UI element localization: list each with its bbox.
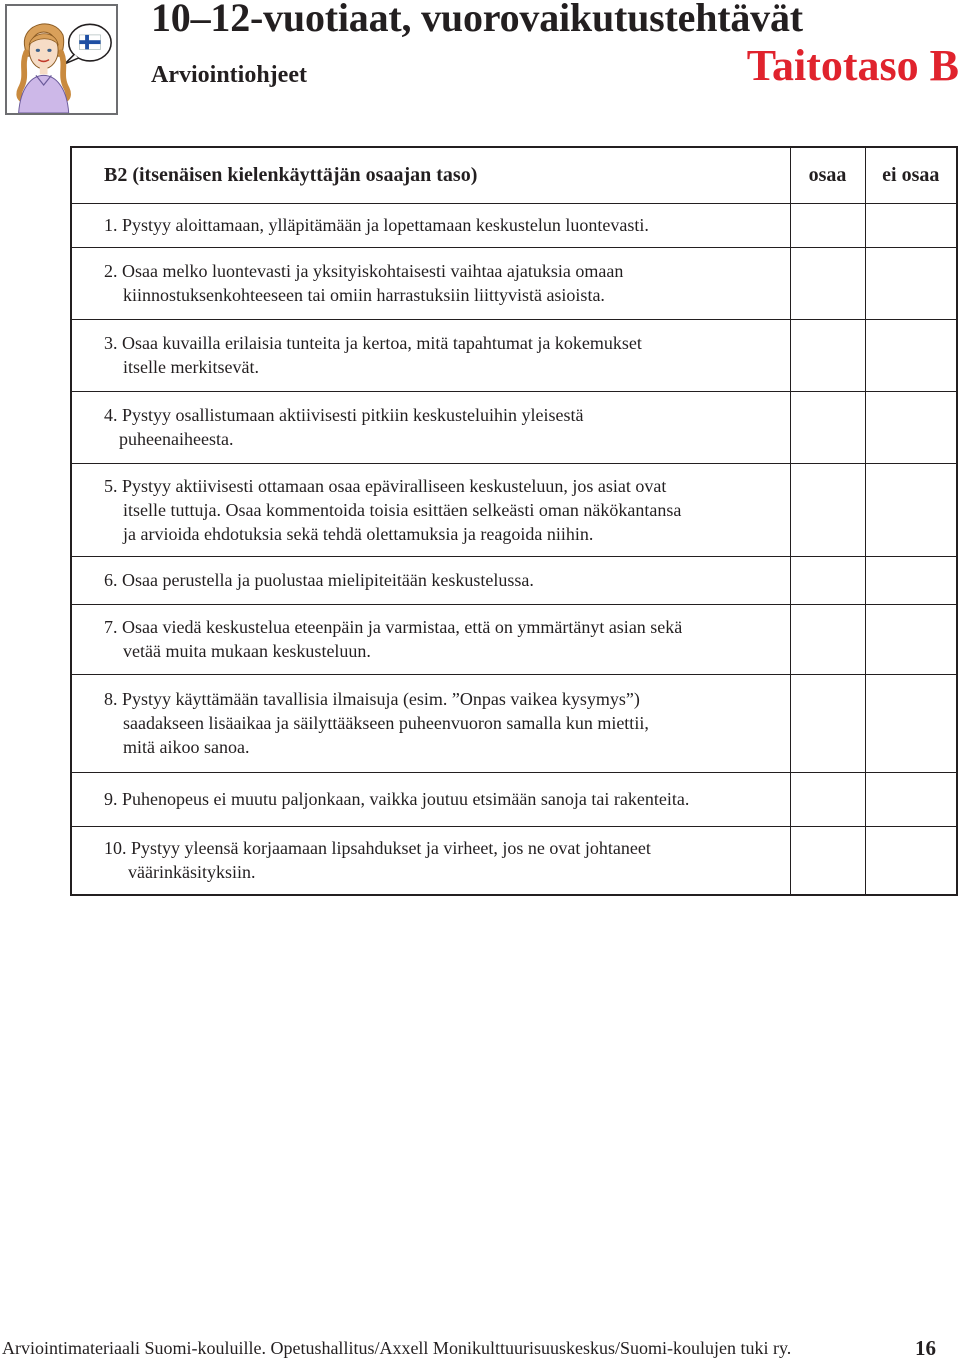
- criterion-line: 8. Pystyy käyttämään tavallisia ilmaisuja (esim. ”Onpas vaikea kysymys”): [104, 689, 640, 709]
- criterion-line: 7. Osaa viedä keskustelua eteenpäin ja varmistaa, että on ymmärtänyt asian sekä: [104, 617, 683, 637]
- page-subtitle: Arviointiohjeet: [151, 62, 307, 88]
- page-title: 10–12-vuotiaat, vuorovaikutustehtävät: [151, 0, 803, 40]
- table-row: [71, 463, 957, 556]
- criterion-text: [71, 463, 790, 556]
- criterion-text: [71, 772, 790, 826]
- skill-level-label: Taitotaso B: [746, 41, 959, 90]
- criterion-line: 4. Pystyy osallistumaan aktiivisesti pitkiin keskusteluihin yleisestä: [104, 405, 584, 425]
- page-number: 16: [915, 1336, 936, 1360]
- criterion-text: [71, 556, 790, 604]
- criterion-line: 9. Puhenopeus ei muutu paljonkaan, vaikka joutuu etsimään sanoja tai rakenteita.: [104, 789, 690, 809]
- table-row: [71, 391, 957, 463]
- can-do-cell[interactable]: [790, 772, 865, 826]
- criterion-line: 10. Pystyy yleensä korjaamaan lipsahdukset ja virheet, jos ne ovat johtaneet: [104, 838, 651, 859]
- cannot-do-cell[interactable]: [865, 203, 957, 247]
- table-row: [71, 556, 957, 604]
- cannot-do-cell[interactable]: [865, 604, 957, 674]
- cannot-do-cell[interactable]: [865, 772, 957, 826]
- cannot-do-cell[interactable]: [865, 463, 957, 556]
- assessment-table: [70, 146, 958, 896]
- can-do-cell[interactable]: [790, 247, 865, 319]
- level-heading: B2 (itsenäisen kielenkäyttäjän osaajan taso): [71, 147, 790, 203]
- can-do-cell[interactable]: [790, 391, 865, 463]
- criterion-line: itselle merkitsevät.: [123, 357, 259, 377]
- criterion-text: [71, 247, 790, 319]
- cannot-do-heading: ei osaa: [865, 147, 957, 203]
- criterion-line: 3. Osaa kuvailla erilaisia tunteita ja kertoa, mitä tapahtumat ja kokemukset: [104, 333, 642, 353]
- table-row: [71, 826, 957, 895]
- criterion-text: [71, 203, 790, 247]
- criterion-line: kiinnostuksenkohteeseen tai omiin harrastuksiin liittyvistä asioista.: [123, 285, 605, 305]
- criterion-text: [71, 319, 790, 391]
- criterion-text: [71, 604, 790, 674]
- table-header-row: [71, 147, 957, 203]
- criterion-line: vetää muita mukaan keskusteluun.: [123, 641, 371, 661]
- table-row: [71, 604, 957, 674]
- table-row: [71, 772, 957, 826]
- criterion-line: 2. Osaa melko luontevasti ja yksityiskohtaisesti vaihtaa ajatuksia omaan: [104, 261, 624, 281]
- cannot-do-cell[interactable]: [865, 391, 957, 463]
- criterion-text: [71, 391, 790, 463]
- criterion-line: mitä aikoo sanoa.: [123, 737, 250, 757]
- table-row: [71, 319, 957, 391]
- criterion-line: puheenaiheesta.: [119, 429, 234, 449]
- criterion-line: väärinkäsityksiin.: [128, 862, 256, 883]
- criterion-line: ja arvioida ehdotuksia sekä tehdä olettamuksia ja reagoida niihin.: [123, 523, 594, 544]
- table-row: [71, 247, 957, 319]
- girl-with-flag-speech-bubble-icon: [5, 4, 118, 115]
- cannot-do-cell[interactable]: [865, 556, 957, 604]
- can-do-cell[interactable]: [790, 674, 865, 772]
- criterion-line: saadakseen lisäaikaa ja säilyttääkseen puheenvuoron samalla kun miettii,: [123, 713, 649, 733]
- criterion-line: 6. Osaa perustella ja puolustaa mielipiteitään keskustelussa.: [104, 570, 534, 590]
- can-do-cell[interactable]: [790, 203, 865, 247]
- can-do-cell[interactable]: [790, 604, 865, 674]
- can-do-cell[interactable]: [790, 556, 865, 604]
- criterion-text: [71, 826, 790, 895]
- table-row: [71, 203, 957, 247]
- criterion-line: itselle tuttuja. Osaa kommentoida toisia esittäen selkeästi oman näkökantansa: [123, 499, 682, 520]
- can-do-cell[interactable]: [790, 463, 865, 556]
- table-row: [71, 674, 957, 772]
- criterion-text: [71, 674, 790, 772]
- cannot-do-cell[interactable]: [865, 319, 957, 391]
- can-do-cell[interactable]: [790, 826, 865, 895]
- criterion-line: 1. Pystyy aloittamaan, ylläpitämään ja lopettamaan keskustelun luontevasti.: [104, 215, 649, 235]
- criterion-line: 5. Pystyy aktiivisesti ottamaan osaa epäviralliseen keskusteluun, jos asiat ovat: [104, 475, 667, 496]
- footer-credit: Arviointimateriaali Suomi-kouluille. Opetushallitus/Axxell Monikulttuurisuuskeskus/Suomi-koulujen tuki ry.: [2, 1338, 792, 1358]
- can-do-heading: osaa: [790, 147, 865, 203]
- cannot-do-cell[interactable]: [865, 826, 957, 895]
- cannot-do-cell[interactable]: [865, 674, 957, 772]
- can-do-cell[interactable]: [790, 319, 865, 391]
- cannot-do-cell[interactable]: [865, 247, 957, 319]
